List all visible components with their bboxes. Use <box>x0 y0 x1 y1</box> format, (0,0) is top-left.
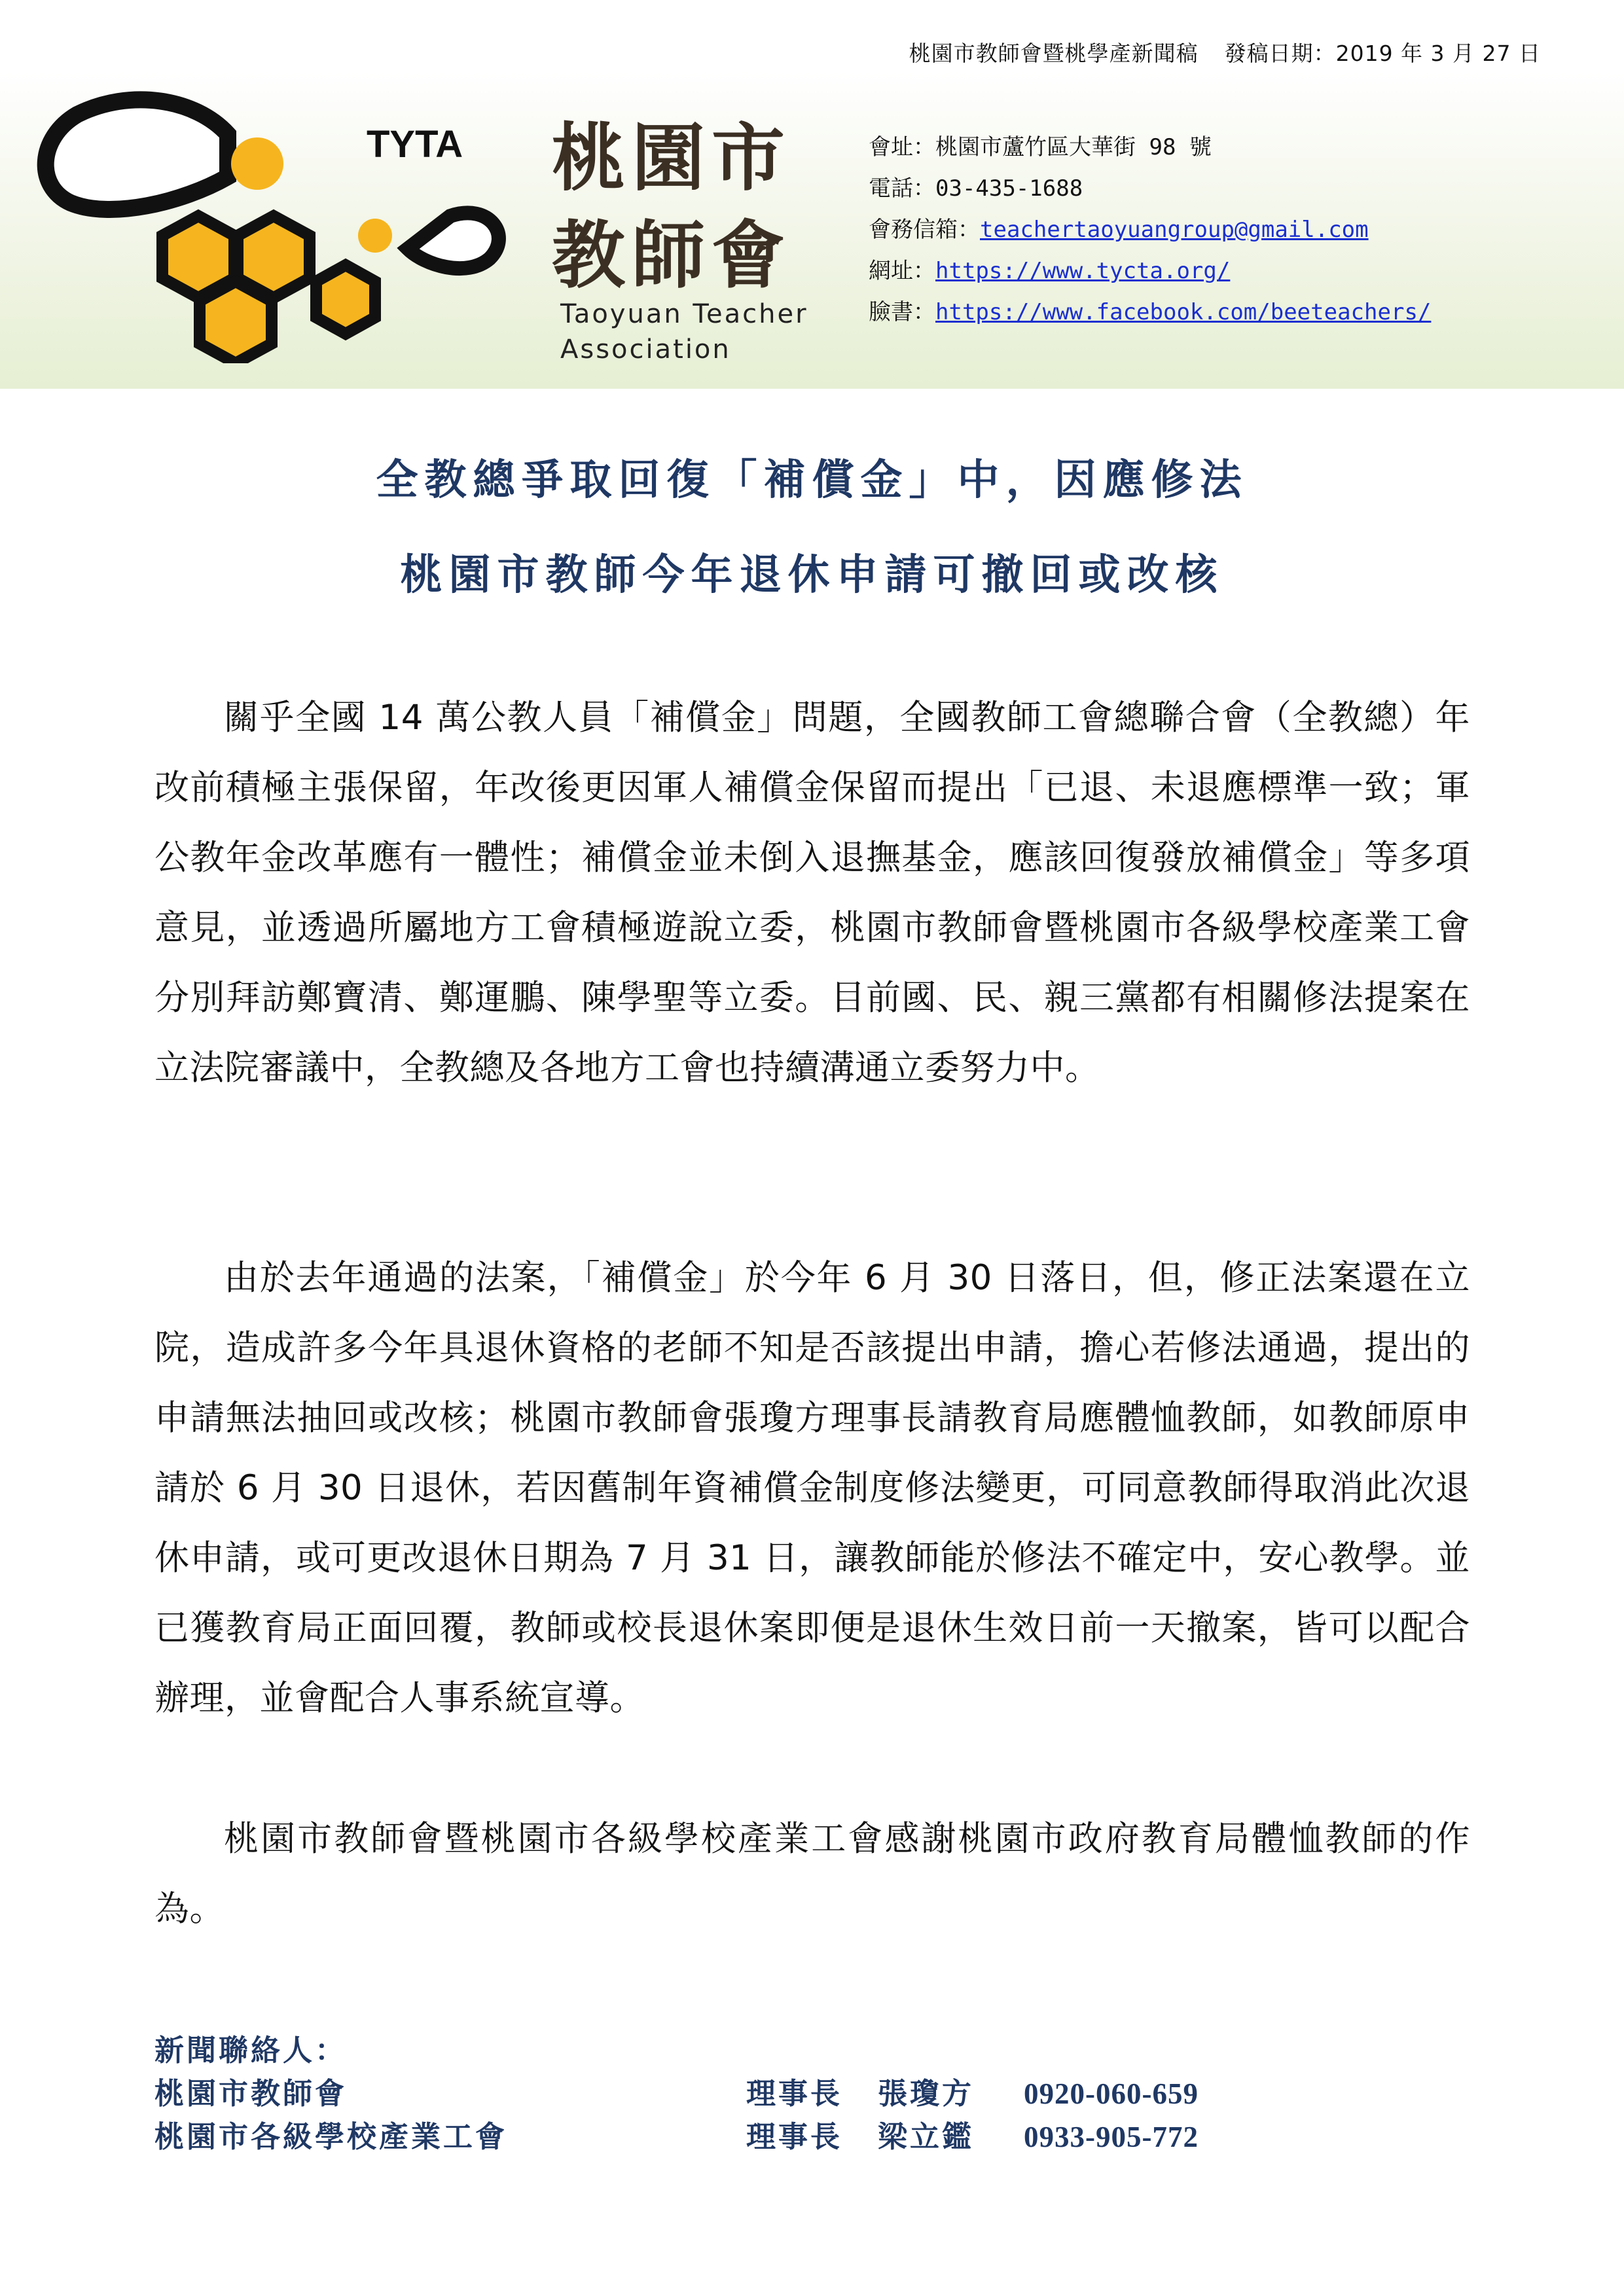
press-contacts-heading: 新聞聯絡人： <box>154 2033 348 2068</box>
contact-name: 張瓊方 <box>878 2076 975 2111</box>
paragraph-text: 桃園市教師會暨桃園市各級學校產業工會感謝桃園市政府教育局體恤教師的作為。 <box>154 1819 1470 1929</box>
contact-org: 桃園市教師會 <box>154 2076 348 2111</box>
release-date: 發稿日期：2019 年 3 月 27 日 <box>1224 41 1541 66</box>
contact-phone: 0920-060-659 <box>1024 2077 1199 2110</box>
org-name-line2: 教師會 <box>552 213 791 298</box>
body-paragraph-2 <box>154 1243 1470 1733</box>
website-row <box>869 251 1431 292</box>
body-paragraph-1 <box>154 683 1470 1103</box>
website-link[interactable]: https://www.tycta.org/ <box>935 258 1231 284</box>
bee-logo-icon <box>31 88 529 363</box>
website-label: 網址： <box>869 258 935 284</box>
contact-role: 理事長 <box>746 2076 843 2111</box>
facebook-label: 臉書： <box>869 299 935 325</box>
address-label: 會址： <box>869 134 935 160</box>
address-value: 桃園市蘆竹區大華街 98 號 <box>935 134 1212 160</box>
contact-role: 理事長 <box>746 2119 843 2154</box>
press-contacts <box>154 2029 1199 2159</box>
contact-name: 梁立鑑 <box>878 2119 975 2154</box>
phone-label: 電話： <box>869 175 935 202</box>
headline-line1: 全教總爭取回復「補償金」中，因應修法 <box>376 456 1248 505</box>
email-row <box>869 209 1431 251</box>
contact-row <box>154 2115 1199 2159</box>
email-label: 會務信箱： <box>869 217 980 243</box>
facebook-row <box>869 292 1431 333</box>
org-name-en-line2: Association <box>560 334 731 365</box>
org-name-line1: 桃園市 <box>552 116 791 201</box>
contact-block <box>869 127 1431 333</box>
org-name-en-line1: Taoyuan Teacher <box>560 299 808 329</box>
phone-row <box>869 168 1431 209</box>
phone-value: 03-435-1688 <box>935 175 1083 202</box>
body-paragraph-3 <box>154 1804 1470 1944</box>
paragraph-text: 由於去年通過的法案，「補償金」於今年 6 月 30 日落日，但，修正法案還在立院，造成許多今年具退休資格的老師不知是否該提出申請，擔心若修法通過，提出的申請無法抽回或改核；桃園市教師會張瓊方理事長請教育局應體恤教師，如教師原申請於 6 月 30 日退休，若因舊制年資補償金制度修法變更，可同意教師得取消此次退休申請，或可更改退休日期為 7 月 31 日，讓教師能於修法不確定中，安心教學。並已獲教育局正面回覆，教師或校長退休案即便是退休生效日前一天撤案，皆可以配合辦理，並會配合人事系統宣導。 <box>154 1258 1470 1718</box>
logo-text: TYTA <box>367 123 463 166</box>
release-source: 桃園市教師會暨桃學產新聞稿 <box>909 41 1199 66</box>
contact-phone: 0933-905-772 <box>1024 2121 1199 2153</box>
headline-line2: 桃園市教師今年退休申請可撤回或改核 <box>400 550 1224 600</box>
email-link[interactable]: teachertaoyuangroup@gmail.com <box>980 217 1369 243</box>
contact-org: 桃園市各級學校產業工會 <box>154 2119 508 2154</box>
release-line <box>909 37 1541 67</box>
paragraph-text: 關乎全國 14 萬公教人員「補償金」問題，全國教師工會總聯合會（全教總）年改前積極主張保留，年改後更因軍人補償金保留而提出「已退、未退應標準一致；軍公教年金改革應有一體性；補償金並未倒入退撫基金，應該回復發放補償金」等多項意見，並透過所屬地方工會積極遊說立委，桃園市教師會暨桃園市各級學校產業工會分別拜訪鄭寶清、鄭運鵬、陳學聖等立委。目前國、民、親三黨都有相關修法提案在立法院審議中，全教總及各地方工會也持續溝通立委努力中。 <box>154 698 1470 1088</box>
contact-row <box>154 2072 1199 2115</box>
facebook-link[interactable]: https://www.facebook.com/beeteachers/ <box>935 299 1432 325</box>
address-row <box>869 127 1431 168</box>
